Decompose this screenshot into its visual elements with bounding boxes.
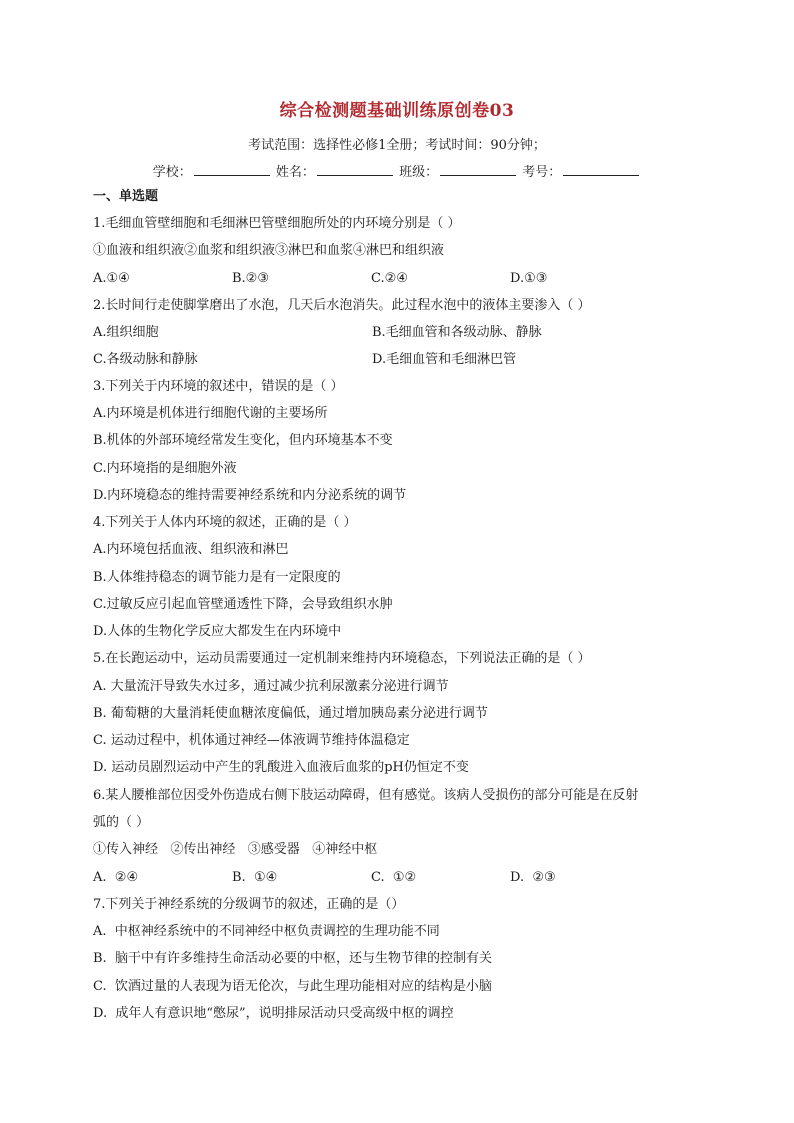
- q7-option-c: C. 饮酒过量的人表现为语无伦次，与此生理功能相对应的结构是小脑: [93, 979, 492, 994]
- school-blank[interactable]: [194, 163, 270, 176]
- q5-option-c: C. 运动过程中，机体通过神经—体液调节维持体温稳定: [93, 733, 410, 748]
- q6-stem-line-2: 弧的（ ）: [93, 815, 150, 830]
- q5-option-a: A. 大量流汗导致失水过多，通过减少抗利尿激素分泌进行调节: [93, 679, 449, 694]
- student-info-row: [0, 161, 794, 180]
- q3-option-a: A.内环境是机体进行细胞代谢的主要场所: [93, 406, 328, 421]
- q6-option-c: C. ①②: [371, 870, 417, 885]
- name-blank[interactable]: [317, 163, 393, 176]
- q5-stem: 5.在长跑运动中，运动员需要通过一定机制来维持内环境稳态，下列说法正确的是（ ）: [93, 651, 591, 666]
- q2-stem: 2.长时间行走使脚掌磨出了水泡，几天后水泡消失。此过程水泡中的液体主要渗入（ ）: [93, 298, 591, 313]
- q1-option-b: B.②③: [232, 271, 269, 286]
- q5-option-d: D. 运动员剧烈运动中产生的乳酸进入血液后血浆的pH仍恒定不变: [93, 760, 469, 775]
- q4-option-c: C.过敏反应引起血管壁通透性下降，会导致组织水肿: [93, 597, 393, 612]
- q6-option-d: D. ②③: [510, 870, 556, 885]
- q7-option-d: D. 成年人有意识地“憋尿”，说明排尿活动只受高级中枢的调控: [93, 1006, 454, 1021]
- q1-option-d: D.①③: [510, 271, 548, 286]
- q1-option-c: C.②④: [371, 271, 408, 286]
- class-blank[interactable]: [440, 163, 516, 176]
- q1-option-a: A.①④: [93, 271, 130, 286]
- q1-items: ①血液和组织液②血浆和组织液③淋巴和血浆④淋巴和组织液: [93, 243, 445, 258]
- q6-option-a: A. ②④: [93, 870, 139, 885]
- q2-option-d: D.毛细血管和毛细淋巴管: [372, 352, 517, 367]
- q3-option-b: B.机体的外部环境经常发生变化，但内环境基本不变: [93, 433, 393, 448]
- q4-option-a: A.内环境包括血液、组织液和淋巴: [93, 542, 289, 557]
- q6-stem-line-1: 6.某人腰椎部位因受外伤造成右侧下肢运动障碍，但有感觉。该病人受损伤的部分可能是在反射: [93, 788, 639, 803]
- q6-option-b: B. ①④: [232, 870, 278, 885]
- q2-option-c: C.各级动脉和静脉: [93, 352, 198, 367]
- exam-scope: 考试范围：选择性必修1全册；考试时间：90分钟；: [248, 138, 546, 153]
- q7-option-a: A. 中枢神经系统中的不同神经中枢负责调控的生理功能不同: [93, 924, 440, 939]
- q2-option-a: A.组织细胞: [93, 325, 159, 340]
- q7-stem: 7.下列关于神经系统的分级调节的叙述，正确的是（）: [93, 897, 405, 912]
- q4-option-b: B.人体维持稳态的调节能力是有一定限度的: [93, 570, 341, 585]
- q6-items: ①传入神经 ②传出神经 ③感受器 ④神经中枢: [93, 842, 378, 857]
- q2-option-b: B.毛细血管和各级动脉、静脉: [372, 325, 542, 340]
- class-label: 班级：: [399, 165, 439, 180]
- q5-option-b: B. 葡萄糖的大量消耗使血糖浓度偏低，通过增加胰岛素分泌进行调节: [93, 706, 488, 721]
- school-label: 学校：: [152, 165, 192, 180]
- q3-stem: 3.下列关于内环境的叙述中，错误的是（ ）: [93, 379, 344, 394]
- q3-option-c: C.内环境指的是细胞外液: [93, 461, 237, 476]
- q4-option-d: D.人体的生物化学反应大都发生在内环境中: [93, 624, 342, 639]
- exam-title: 综合检测题基础训练原创卷03: [279, 101, 515, 121]
- q7-option-b: B. 脑干中有许多维持生命活动必要的中枢，还与生物节律的控制有关: [93, 951, 492, 966]
- name-label: 姓名：: [275, 165, 315, 180]
- section-heading: 一、单选题: [93, 189, 159, 204]
- q4-stem: 4.下列关于人体内环境的叙述，正确的是（ ）: [93, 515, 357, 530]
- q3-option-d: D.内环境稳态的维持需要神经系统和内分泌系统的调节: [93, 488, 407, 503]
- q1-stem: 1.毛细血管壁细胞和毛细淋巴管壁细胞所处的内环境分别是（ ）: [93, 216, 461, 231]
- exam-number-label: 考号：: [522, 165, 562, 180]
- exam-number-blank[interactable]: [563, 163, 639, 176]
